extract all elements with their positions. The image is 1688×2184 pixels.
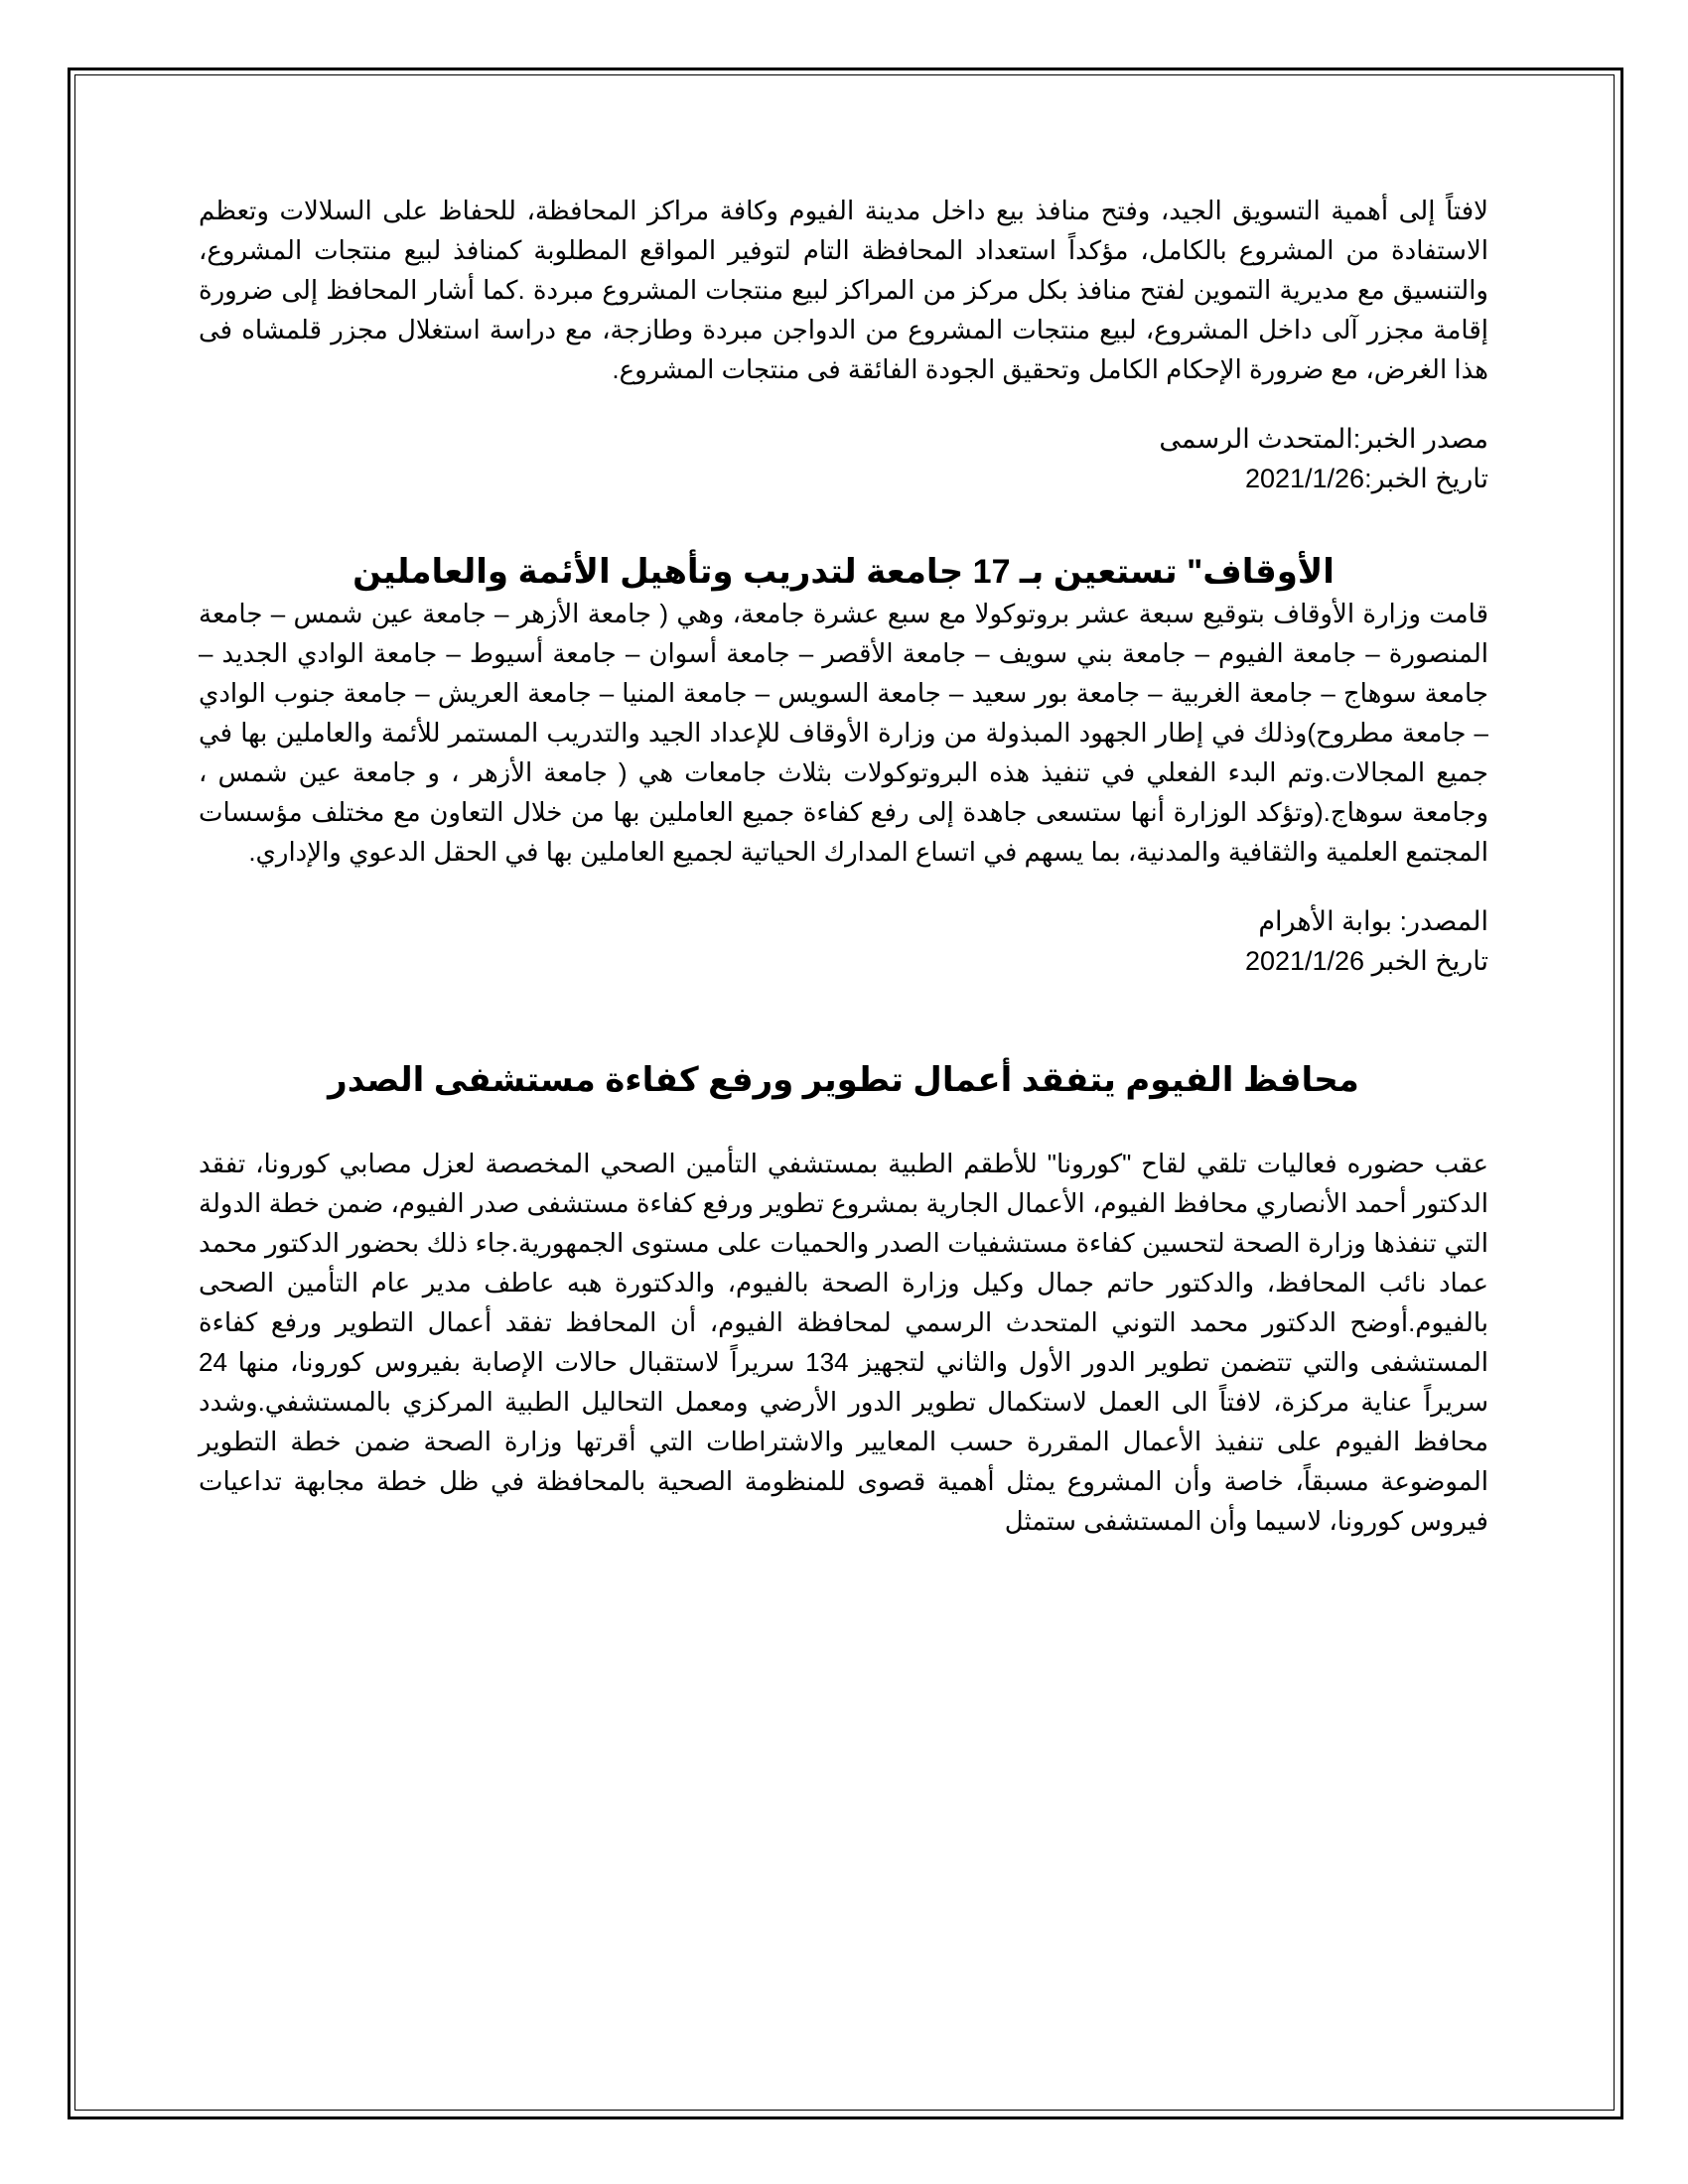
article2-date: تاريخ الخبر 2021/1/26: [1244, 946, 1488, 976]
article1-date: تاريخ الخبر:2021/1/26: [1244, 464, 1488, 493]
article3-headline: محافظ الفيوم يتفقد أعمال تطوير ورفع كفاءة مستشفى الصدر: [328, 1061, 1359, 1099]
article1-paragraph: لافتاً إلى أهمية التسويق الجيد، وفتح منافذ بيع داخل مدينة الفيوم وكافة مراكز المحافظة، للحفاظ على السلالات وتعظم الاستفادة من المشروع بالكامل، مؤكداً استعداد المحافظة التام لتوفير المواقع المطلوبة كمنافذ لبيع منتجات المشروع، والتنسيق مع مديرية التموين لفتح منافذ بكل مركز من المراكز لبيع منتجات المشروع مبردة .كما أشار المحافظ إلى ضرورة إقامة مجزر آلى داخل المشروع، لبيع منتجات المشروع من الدواجن مبردة وطازجة، مع دراسة استغلال مجزر قلمشاه فى هذا الغرض، مع ضرورة الإحكام الكامل وتحقيق الجودة الفائقة فى منتجات المشروع.: [199, 196, 1488, 384]
document-body: [199, 191, 1488, 1541]
article3-paragraph: عقب حضوره فعاليات تلقي لقاح "كورونا" للأطقم الطبية بمستشفي التأمين الصحي المخصصة لعزل مصابي كورونا، تفقد الدكتور أحمد الأنصاري محافظ الفيوم، الأعمال الجارية بمشروع تطوير ورفع كفاءة مستشفى صدر الفيوم، ضمن خطة الدولة التي تنفذها وزارة الصحة لتحسين كفاءة مستشفيات الصدر والحميات على مستوى الجمهورية.جاء ذلك بحضور الدكتور محمد عماد نائب المحافظ، والدكتور حاتم جمال وكيل وزارة الصحة بالفيوم، والدكتورة هبه عاطف مدير عام التأمين الصحى بالفيوم.أوضح الدكتور محمد التوني المتحدث الرسمي لمحافظة الفيوم، أن المحافظ تفقد أعمال التطوير ورفع كفاءة المستشفى والتي تتضمن تطوير الدور الأول والثاني لتجهيز 134 سريراً لاستقبال حالات الإصابة بفيروس كورونا، منها 24 سريراً عناية مركزة، لافتاً الى العمل لاستكمال تطوير الدور الأرضي ومعمل التحاليل الطبية المركزي بالمستشفي.وشدد محافظ الفيوم على تنفيذ الأعمال المقررة حسب المعايير والاشتراطات التي أقرتها وزارة الصحة ضمن خطة التطوير الموضوعة مسبقاً، خاصة وأن المشروع يمثل أهمية قصوى للمنظومة الصحية بالمحافظة في ظل خطة مجابهة تداعيات فيروس كورونا، لاسيما وأن المستشفى ستمثل: [199, 1149, 1489, 1536]
article2-headline: الأوقاف" تستعين بـ 17 جامعة لتدريب وتأهيل الأئمة والعاملين: [352, 553, 1335, 591]
article2-source: المصدر: بوابة الأهرام: [1258, 906, 1488, 936]
article1-source: مصدر الخبر:المتحدث الرسمى: [1159, 424, 1488, 454]
article2-paragraph: قامت وزارة الأوقاف بتوقيع سبعة عشر بروتوكولا مع سبع عشرة جامعة، وهي ( جامعة الأزهر – جامعة عين شمس – جامعة المنصورة – جامعة الفيوم – جامعة بني سويف – جامعة الأقصر – جامعة أسوان – جامعة أسيوط – جامعة الوادي الجديد – جامعة سوهاج – جامعة الغربية – جامعة بور سعيد – جامعة السويس – جامعة المنيا – جامعة العريش – جامعة جنوب الوادي – جامعة مطروح)وذلك في إطار الجهود المبذولة من وزارة الأوقاف للإعداد الجيد والتدريب المستمر للأئمة والعاملين بها في جميع المجالات.وتم البدء الفعلي في تنفيذ هذه البروتوكولات بثلاث جامعات هي ( جامعة الأزهر ، و جامعة عين شمس ، وجامعة سوهاج.(وتؤكد الوزارة أنها ستسعى جاهدة إلى رفع كفاءة جميع العاملين بها من خلال التعاون مع مختلف مؤسسات المجتمع العلمية والثقافية والمدنية، بما يسهم في اتساع المدارك الحياتية لجميع العاملين بها في الحقل الدعوي والإداري.: [199, 599, 1488, 867]
